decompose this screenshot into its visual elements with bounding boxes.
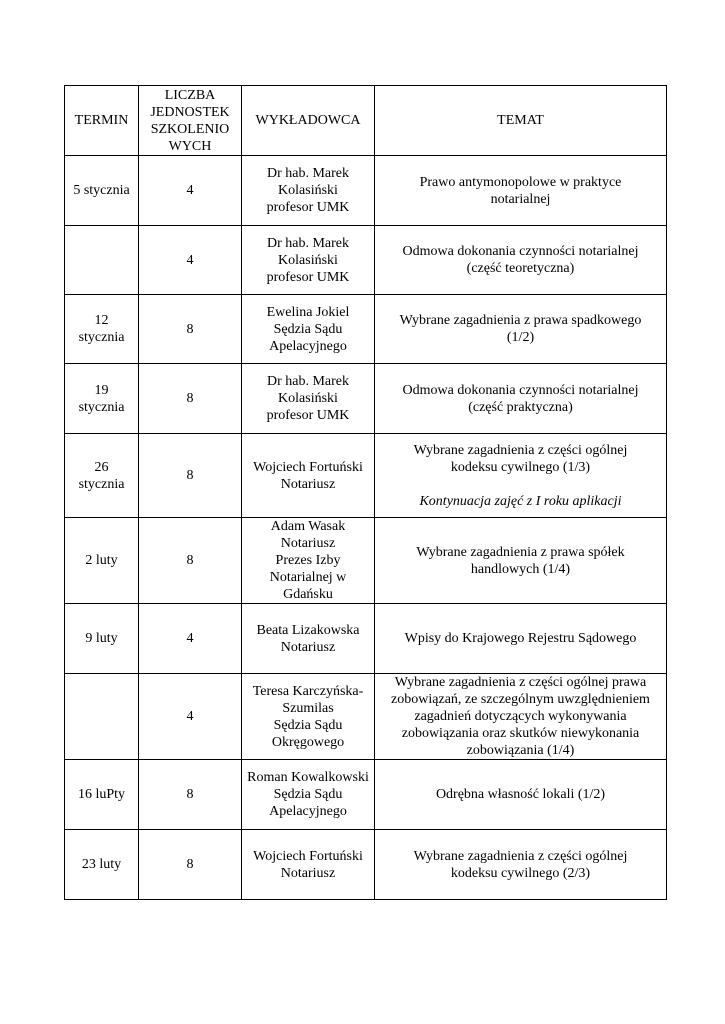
liczba-cell: 8 [139,434,242,518]
termin-line: 19 [94,382,109,398]
wykladowca-cell [242,364,375,434]
liczba-cell: 8 [139,518,242,604]
wykladowca-line: Teresa Karczyńska- [252,683,364,699]
wykladowca-line: Ewelina Jokiel [266,304,350,320]
table-row [65,434,667,518]
header-termin: TERMIN [65,86,139,156]
wykladowca-line: Dr hab. Marek [266,235,350,251]
wykladowca-cell [242,604,375,674]
temat-line: Odmowa dokonania czynności notarialnej [402,244,639,259]
temat-note: Kontynuacja zajęć z I roku aplikacji [419,493,622,509]
liczba-cell: 8 [139,295,242,364]
wykladowca-line: Notariusz [280,476,336,492]
liczba-cell: 4 [139,156,242,226]
temat-line: (1/2) [506,330,535,345]
temat-line: zobowiązania oraz skutków niewykonania [401,726,640,741]
wykladowca-line: Sędzia Sądu [273,717,343,733]
wykladowca-cell [242,518,375,604]
wykladowca-line: Notariusz [280,536,336,551]
table-row [65,518,667,604]
termin-cell [65,364,139,434]
temat-cell [375,604,667,674]
termin-line: 16 luPty [77,787,126,802]
wykladowca-line: Gdańsku [283,587,333,602]
wykladowca-cell [242,830,375,900]
termin-cell [65,760,139,830]
header-temat: TEMAT [375,86,667,156]
temat-line: Odmowa dokonania czynności notarialnej [402,382,639,398]
wykladowca-line: Wojciech Fortuński [253,848,363,864]
header-liczba-line: SZKOLENIO [150,121,230,137]
temat-cell [375,760,667,830]
liczba-cell: 8 [139,760,242,830]
wykladowca-line: Notariusz [280,865,336,881]
temat-line: Odrębna własność lokali (1/2) [435,787,606,802]
header-liczba-line: LICZBA [164,87,216,103]
wykladowca-cell [242,295,375,364]
temat-cell [375,364,667,434]
table-row [65,674,667,760]
termin-cell [65,830,139,900]
wykladowca-line: Szumilas [282,700,334,716]
termin-cell [65,674,139,760]
liczba-cell: 4 [139,674,242,760]
temat-line: Wybrane zagadnienia z prawa spółek [416,544,625,560]
temat-cell [375,674,667,760]
temat-line: Wpisy do Krajowego Rejestru Sądowego [404,631,637,646]
wykladowca-cell [242,434,375,518]
header-liczba-line: WYCH [168,138,212,154]
termin-line: stycznia [78,330,125,345]
wykladowca-cell [242,156,375,226]
temat-line: (część praktyczna) [468,399,573,415]
termin-cell [65,434,139,518]
temat-cell [375,295,667,364]
temat-cell [375,226,667,295]
wykladowca-line: Notariusz [280,639,336,655]
table-row [65,295,667,364]
wykladowca-cell [242,760,375,830]
header-liczba [139,86,242,156]
wykladowca-line: Okręgowego [271,734,345,750]
termin-line: 5 stycznia [73,183,130,198]
wykladowca-line: Prezes Izby [275,553,341,568]
wykladowca-line: Sędzia Sądu [273,787,343,802]
table-row [65,604,667,674]
wykladowca-line: Notarialnej w [269,570,347,585]
temat-cell [375,434,667,518]
termin-line: stycznia [78,476,125,492]
wykladowca-cell [242,226,375,295]
header-liczba-line: JEDNOSTEK [150,104,230,120]
temat-cell [375,830,667,900]
wykladowca-line: profesor UMK [266,408,350,423]
header-wykladowca: WYKŁADOWCA [242,86,375,156]
termin-cell [65,156,139,226]
wykladowca-line: Dr hab. Marek [266,374,350,389]
temat-line: notarialnej [490,191,551,207]
temat-line: Wybrane zagadnienia z części ogólnej [413,442,628,458]
termin-line: 12 [94,313,109,328]
wykladowca-line: Adam Wasak [270,519,346,534]
wykladowca-line: Kolasiński [278,252,338,268]
liczba-cell: 4 [139,604,242,674]
termin-line: 26 [94,459,109,475]
termin-line: 9 luty [85,631,118,646]
wykladowca-cell [242,674,375,760]
header-row [65,86,667,156]
termin-line: 23 luty [81,857,122,872]
temat-line: (część teoretyczna) [466,261,575,276]
wykladowca-line: Apelacyjnego [269,338,347,354]
wykladowca-line: profesor UMK [266,269,350,285]
termin-line: stycznia [78,399,125,415]
temat-line: kodeksu cywilnego (1/3) [450,459,591,475]
termin-line: 2 luty [85,553,118,568]
wykladowca-line: Roman Kowalkowski [247,770,369,785]
liczba-cell: 8 [139,830,242,900]
wykladowca-line: Sędzia Sądu [273,321,343,337]
temat-line: Wybrane zagadnienia z prawa spadkowego [399,313,642,328]
temat-line: Prawo antymonopolowe w praktyce [419,174,622,190]
temat-line: handlowych (1/4) [470,561,571,577]
termin-cell [65,295,139,364]
temat-cell [375,156,667,226]
temat-line: kodeksu cywilnego (2/3) [450,865,591,881]
table-row [65,760,667,830]
wykladowca-line: Dr hab. Marek [266,166,350,181]
table-row [65,830,667,900]
temat-line: zobowiązań, ze szczególnym uwzględnieniem [391,692,650,707]
wykladowca-line: Kolasiński [278,391,338,406]
table-row [65,364,667,434]
temat-line: Wybrane zagadnienia z części ogólnej prawa [394,675,647,690]
temat-line: zobowiązania (1/4) [466,743,575,758]
wykladowca-line: profesor UMK [266,200,350,215]
termin-cell [65,604,139,674]
liczba-cell: 4 [139,226,242,295]
table-row [65,156,667,226]
termin-cell [65,518,139,604]
table-row [65,226,667,295]
wykladowca-line: Apelacyjnego [269,804,347,819]
wykladowca-line: Kolasiński [278,183,338,198]
schedule-table [64,85,667,900]
temat-cell [375,518,667,604]
temat-line: zagadnień dotyczących wykonywania [414,709,627,724]
wykladowca-line: Wojciech Fortuński [253,459,363,475]
termin-cell [65,226,139,295]
liczba-cell: 8 [139,364,242,434]
temat-line: Wybrane zagadnienia z części ogólnej [413,848,628,864]
wykladowca-line: Beata Lizakowska [256,622,360,638]
